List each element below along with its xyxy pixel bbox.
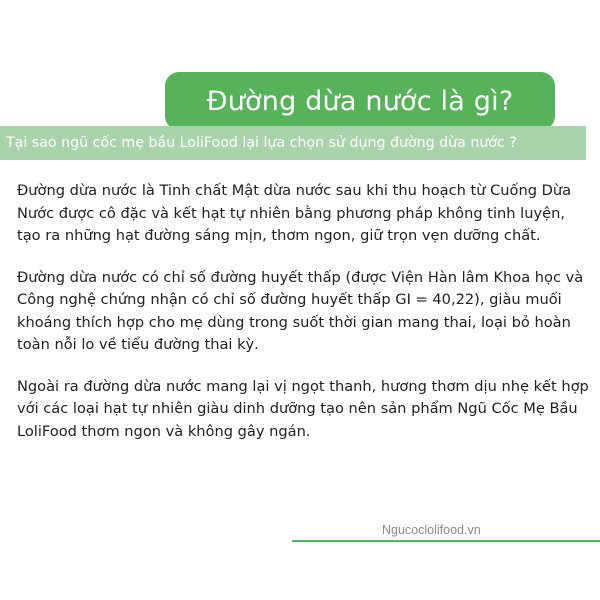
- article-body: [17, 180, 589, 462]
- paragraph-2: Đường dừa nước có chỉ số đường huyết thấp (được Viện Hàn lâm Khoa học và Công nghệ chứng nhận có chỉ số đường huyết thấp GI = 40,22), giàu muối khoáng thích hợp cho mẹ dùng trong suốt thời gian mang thai, loại bỏ hoàn toàn nỗi lo về tiểu đường thai kỳ.: [17, 268, 584, 353]
- website-watermark: Ngucoclolifood.vn: [382, 523, 481, 537]
- title-banner: [165, 72, 555, 130]
- page-title: Đường dừa nước là gì?: [206, 85, 514, 117]
- paragraph-1: Đường dừa nước là Tinh chất Mật dừa nước sau khi thu hoạch từ Cuống Dừa Nước được cô đặc và kết hạt tự nhiên bằng phương pháp không tinh luyện, tạo ra những hạt đường sáng mịn, thơm ngon, giữ trọn vẹn dưỡng chất.: [17, 182, 572, 244]
- subtitle-banner: [0, 126, 586, 160]
- page-subtitle: Tại sao ngũ cốc mẹ bầu LoliFood lại lựa chọn sử dụng đường dừa nước ?: [6, 134, 517, 151]
- paragraph-3: Ngoài ra đường dừa nước mang lại vị ngọt thanh, hương thơm dịu nhẹ kết hợp với các loại hạt tự nhiên giàu dinh dưỡng tạo nên sản phẩm Ngũ Cốc Mẹ Bầu LoliFood thơm ngon và không gây ngán.: [17, 377, 589, 440]
- footer-divider: [292, 540, 600, 542]
